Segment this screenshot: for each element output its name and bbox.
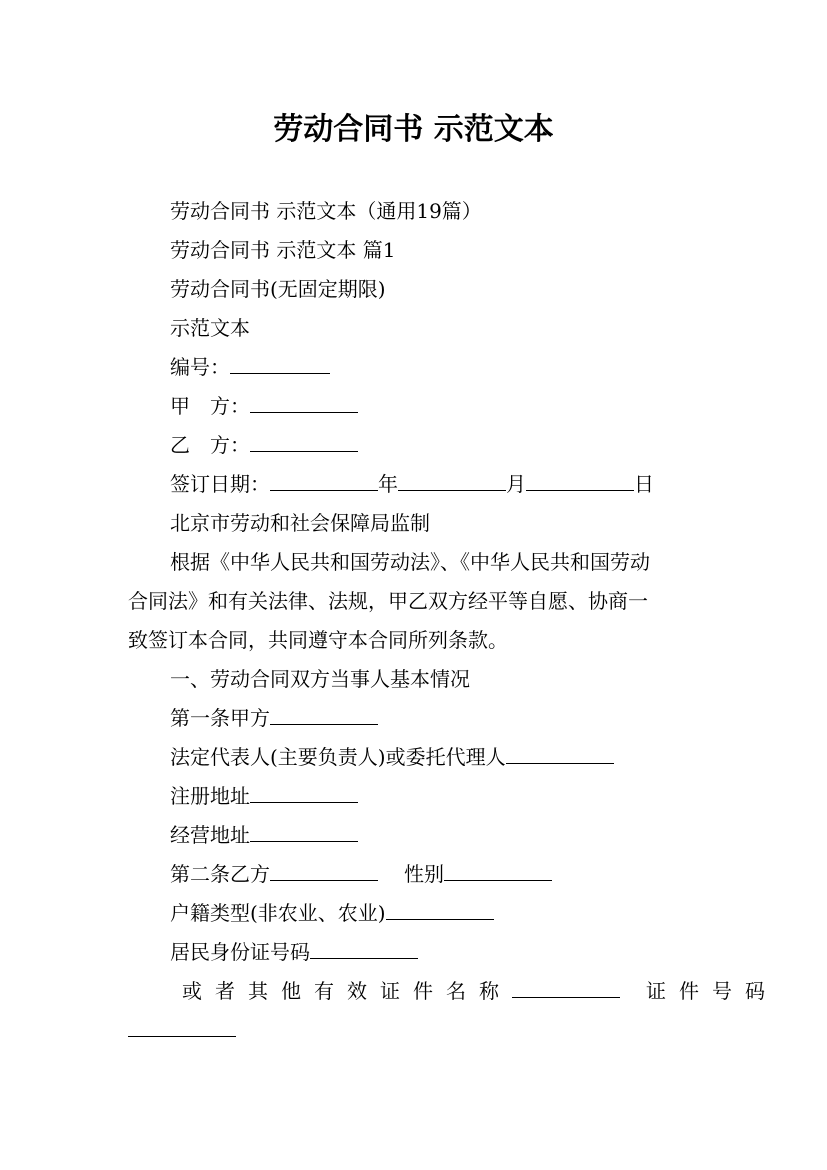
doc-heading-line: 劳动合同书 示范文本（通用19篇） [170, 199, 482, 223]
legal-rep-row [170, 745, 614, 769]
paragraph-line-2: 合同法》和有关法律、法规，甲乙双方经平等自愿、协商一 [128, 589, 648, 613]
number-row [170, 355, 330, 379]
household-label: 户籍类型(非农业、农业) [170, 901, 386, 925]
biz-addr-blank[interactable] [250, 823, 358, 842]
number-label: 编号： [170, 355, 230, 379]
household-row [170, 901, 494, 925]
article-two-row [170, 862, 552, 886]
other-id-blank[interactable] [512, 979, 620, 998]
sign-date-label: 签订日期： [170, 472, 270, 496]
paragraph-line-1: 根据《中华人民共和国劳动法》、《中华人民共和国劳动 [170, 550, 650, 574]
reg-addr-blank[interactable] [250, 784, 358, 803]
section-heading-line: 劳动合同书 示范文本 篇1 [170, 238, 396, 262]
month-label: 月 [506, 472, 526, 496]
paragraph-line-3: 致签订本合同，共同遵守本合同所列条款。 [128, 628, 508, 652]
biz-addr-row [170, 823, 358, 847]
article-one-row [170, 706, 378, 730]
biz-addr-label: 经营地址 [170, 823, 250, 847]
sign-date-row [170, 472, 654, 496]
party-a-row [170, 394, 358, 418]
household-blank[interactable] [386, 901, 494, 920]
model-text-line: 示范文本 [170, 316, 250, 340]
other-id-label: 或者其他有效证件名称 [182, 979, 512, 1003]
id-number-blank[interactable] [310, 940, 418, 959]
party-b-row [170, 433, 358, 457]
article-two-label: 第二条乙方 [170, 862, 270, 886]
party-b-blank[interactable] [250, 433, 358, 452]
party-b-label: 乙 方： [170, 433, 250, 457]
party-a-blank[interactable] [250, 394, 358, 413]
cert-number-label: 证件号码 [646, 979, 778, 1003]
year-blank[interactable] [270, 472, 378, 491]
id-number-label: 居民身份证号码 [170, 940, 310, 964]
legal-rep-blank[interactable] [506, 745, 614, 764]
reg-addr-label: 注册地址 [170, 784, 250, 808]
other-id-row [182, 979, 778, 1003]
year-label: 年 [378, 472, 398, 496]
party-a-label: 甲 方： [170, 394, 250, 418]
party-b-name-blank[interactable] [270, 862, 378, 881]
document-title: 劳动合同书 示范文本 [273, 112, 554, 147]
gender-blank[interactable] [444, 862, 552, 881]
gender-label: 性别 [404, 862, 444, 886]
article-one-label: 第一条甲方 [170, 706, 270, 730]
number-blank[interactable] [230, 355, 330, 374]
contract-name-line: 劳动合同书(无固定期限) [170, 277, 386, 301]
id-number-row [170, 940, 418, 964]
reg-addr-row [170, 784, 358, 808]
cert-number-blank[interactable] [128, 1018, 236, 1037]
legal-rep-label: 法定代表人(主要负责人)或委托代理人 [170, 745, 506, 769]
supervision-line: 北京市劳动和社会保障局监制 [170, 511, 430, 535]
cert-number-row [128, 1018, 700, 1042]
section-one-heading: 一、劳动合同双方当事人基本情况 [170, 667, 470, 691]
month-blank[interactable] [398, 472, 506, 491]
day-blank[interactable] [526, 472, 634, 491]
party-a-name-blank[interactable] [270, 706, 378, 725]
day-label: 日 [634, 472, 654, 496]
